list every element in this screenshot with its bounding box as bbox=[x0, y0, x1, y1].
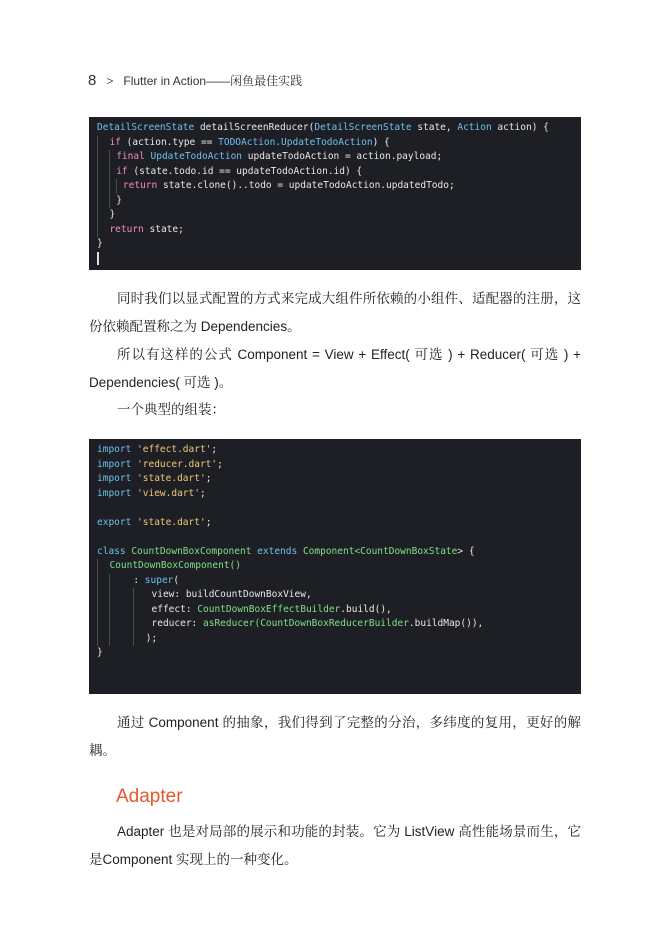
code-token: (state.todo.id == updateTodoAction.id) { bbox=[133, 165, 363, 177]
indent-guide bbox=[97, 632, 109, 647]
code-token: super bbox=[144, 574, 174, 586]
paragraph-assembly-intro: 一个典型的组装： bbox=[117, 402, 225, 417]
code-token: state, bbox=[417, 122, 458, 133]
code-token: .build(), bbox=[340, 603, 392, 615]
indent-guide bbox=[133, 603, 151, 618]
code-token: ( bbox=[173, 574, 180, 586]
paragraph-formula: 所以有这样的公式 Component = View + Effect( 可选 ) + Reducer( 可选 ) + Dependencies( 可选 )。 bbox=[89, 347, 581, 390]
indent-guide bbox=[133, 617, 151, 632]
code-token: : bbox=[133, 574, 145, 586]
code-token: ; bbox=[205, 516, 212, 528]
indent-guide bbox=[109, 632, 133, 647]
code-token: UpdateTodoAction bbox=[150, 151, 248, 162]
code-token: import bbox=[97, 487, 138, 499]
code-token: reducer: bbox=[151, 618, 203, 629]
code-token: detailScreenReducer( bbox=[199, 122, 315, 133]
code-line bbox=[97, 559, 573, 574]
code-token: CountDownBoxEffectBuilder bbox=[197, 603, 341, 615]
code-line bbox=[97, 588, 573, 603]
code-token: 'state.dart' bbox=[137, 516, 206, 528]
code-line bbox=[97, 121, 573, 136]
code-token: Action bbox=[457, 122, 498, 133]
code-line bbox=[97, 603, 573, 618]
paragraph-abstraction: 通过 Component 的抽象，我们得到了完整的分治，多纬度的复用，更好的解耦。 bbox=[89, 715, 581, 758]
code-line bbox=[97, 237, 573, 252]
book-title: Flutter in Action——闲鱼最佳实践 bbox=[123, 74, 303, 88]
code-token: DetailScreenState bbox=[314, 122, 418, 133]
code-token: (action.type == bbox=[126, 136, 219, 148]
indent-guide bbox=[133, 632, 145, 647]
code-token: import bbox=[97, 444, 138, 455]
code-line bbox=[97, 165, 573, 180]
indent-guide bbox=[97, 559, 109, 574]
code-line bbox=[97, 179, 573, 194]
code-token: CountDownBoxComponent bbox=[131, 545, 258, 557]
indent-guide bbox=[97, 617, 109, 632]
code-token: 'view.dart' bbox=[137, 487, 200, 499]
code-line bbox=[97, 530, 573, 545]
indent-guide bbox=[97, 208, 109, 223]
code-token: ); bbox=[145, 632, 158, 644]
code-token: effect: bbox=[151, 603, 198, 615]
code-token: return bbox=[109, 223, 150, 235]
code-token: 'reducer.dart' bbox=[137, 458, 218, 470]
code-token: > { bbox=[457, 545, 475, 557]
code-token: ) { bbox=[372, 136, 390, 148]
code-token: action) { bbox=[497, 122, 549, 133]
indent-guide bbox=[97, 136, 109, 151]
code-token: ; bbox=[205, 473, 212, 484]
code-line bbox=[97, 150, 573, 165]
header-separator: > bbox=[106, 73, 114, 88]
paragraph-dependencies: 同时我们以显式配置的方式来完成大组件所依赖的小组件、适配器的注册，这份依赖配置称之为 Dependencies。 bbox=[89, 291, 581, 334]
code-token: ; bbox=[199, 487, 206, 499]
code-token: .buildMap()), bbox=[408, 618, 484, 629]
code-line bbox=[97, 545, 573, 560]
section-heading-adapter: Adapter bbox=[116, 786, 183, 807]
code-token: import bbox=[97, 473, 138, 484]
code-line bbox=[97, 458, 573, 473]
code-token: updateTodoAction = action.payload; bbox=[247, 151, 443, 162]
code-token: export bbox=[97, 516, 138, 528]
code-token: extends bbox=[257, 545, 303, 557]
code-line bbox=[97, 646, 573, 661]
code-line bbox=[97, 574, 573, 589]
indent-guide bbox=[97, 165, 109, 180]
code-token: DetailScreenState bbox=[97, 122, 200, 133]
code-token: } bbox=[109, 209, 116, 220]
indent-guide bbox=[97, 603, 109, 618]
indent-guide bbox=[97, 588, 109, 603]
code-line bbox=[97, 516, 573, 531]
code-token: CountDownBoxComponent() bbox=[109, 560, 242, 571]
code-line bbox=[97, 208, 573, 223]
indent-guide bbox=[116, 179, 123, 194]
code-line bbox=[97, 194, 573, 209]
code-token: view: buildCountDownBoxView, bbox=[151, 589, 312, 600]
code-line bbox=[97, 501, 573, 516]
code-token: 'effect.dart' bbox=[137, 444, 212, 455]
indent-guide bbox=[97, 574, 109, 589]
indent-guide bbox=[109, 179, 116, 194]
running-header bbox=[88, 72, 302, 89]
code-token: import bbox=[97, 458, 138, 470]
code-token: final bbox=[116, 151, 151, 162]
code-block-component bbox=[89, 439, 581, 694]
indent-guide bbox=[109, 574, 133, 589]
code-line bbox=[97, 443, 573, 458]
code-line bbox=[97, 223, 573, 238]
indent-guide bbox=[109, 588, 133, 603]
code-token: class bbox=[97, 545, 132, 557]
code-token: asReducer( bbox=[203, 618, 261, 629]
code-token: return bbox=[122, 180, 163, 191]
code-token: TODOAction.UpdateTodoAction bbox=[218, 136, 373, 148]
code-token: ; bbox=[217, 458, 223, 470]
indent-guide bbox=[133, 588, 151, 603]
code-token: 'state.dart' bbox=[137, 473, 206, 484]
indent-guide bbox=[97, 150, 109, 165]
code-token: if bbox=[109, 136, 127, 148]
indent-guide bbox=[109, 603, 133, 618]
code-line bbox=[97, 632, 573, 647]
code-token: Component< bbox=[302, 545, 361, 557]
code-line bbox=[97, 136, 573, 151]
paragraph-adapter: Adapter 也是对局部的展示和功能的封装。它为 ListView 高性能场景而生，它是Component 实现上的一种变化。 bbox=[89, 824, 581, 867]
indent-guide bbox=[109, 617, 133, 632]
code-token: CountDownBoxReducerBuilder bbox=[260, 618, 409, 629]
text-cursor bbox=[97, 252, 99, 265]
code-line bbox=[97, 617, 573, 632]
code-token: } bbox=[116, 194, 122, 206]
indent-guide bbox=[97, 223, 109, 238]
code-token: state.clone()..todo = updateTodoAction.updatedTodo; bbox=[162, 180, 455, 191]
indent-guide bbox=[97, 194, 109, 209]
indent-guide bbox=[97, 179, 109, 194]
code-token: } bbox=[97, 238, 103, 249]
code-token: ; bbox=[211, 444, 218, 455]
code-block-reducer bbox=[89, 117, 581, 270]
code-token: } bbox=[97, 647, 103, 658]
code-token: CountDownBoxState bbox=[360, 545, 458, 557]
page-number: 8 bbox=[88, 72, 97, 89]
code-line bbox=[97, 472, 573, 487]
code-token: state; bbox=[149, 223, 184, 235]
code-line bbox=[97, 487, 573, 502]
code-token: if bbox=[116, 165, 134, 177]
